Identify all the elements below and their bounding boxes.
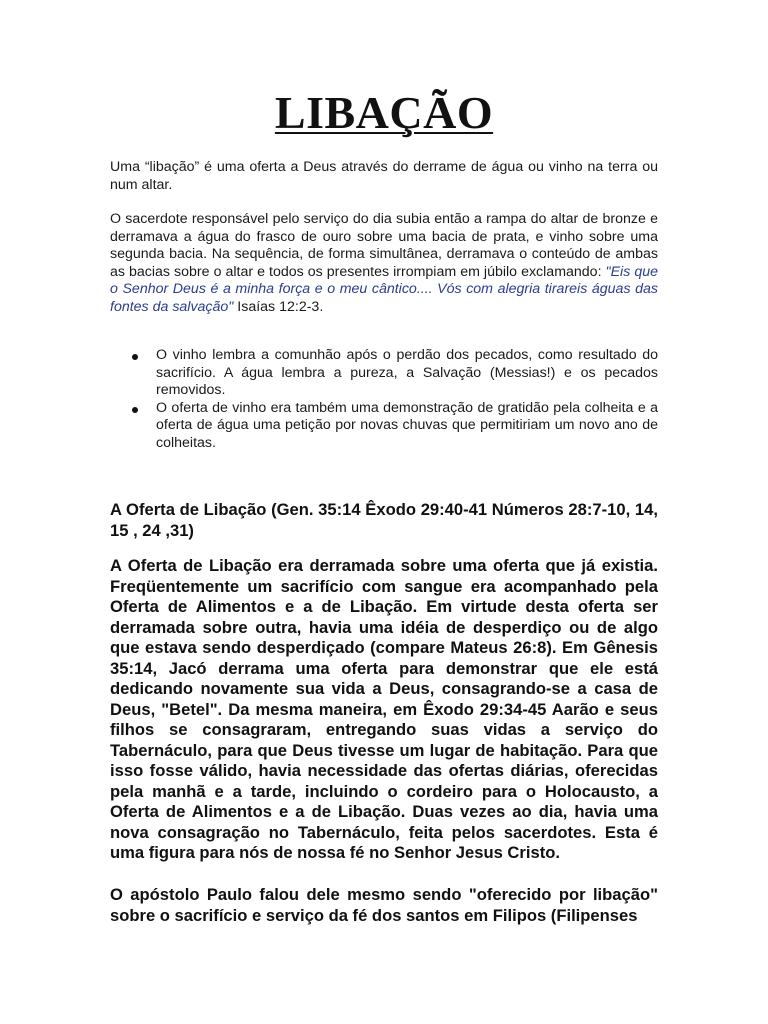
scripture-reference: Isaías 12:2-3. (233, 298, 324, 315)
bullet-list (110, 347, 658, 452)
bullet-icon (132, 407, 138, 413)
page-title-text: LIBAÇÃO (274, 87, 494, 138)
description-text: O sacerdote responsável pelo serviço do dia subia então a rampa do altar de bronze e derramava a água do frasco de ouro sobre uma bacia de prata, e vinho sobre uma segunda bacia. Na sequência, de forma simultânea, derramava o conteúdo de ambas as bacias sobre o altar e todos os presentes irrompiam em júbilo exclamando: (110, 211, 658, 280)
list-item-text: O vinho lembra a comunhão após o perdão dos pecados, como resultado do sacrifício. A água lembra a pureza, a Salvação (Messias!) e os pecados removidos. (156, 347, 658, 398)
list-item (110, 400, 658, 453)
isaiah-quote: "Eis que o Senhor Deus é a minha força e o meu cântico.... Vós com alegria tirareis águas das fontes da salvação" (110, 263, 658, 315)
closing-paragraph: O apóstolo Paulo falou dele mesmo sendo "oferecido por libação" sobre o sacrifício e serviço da fé dos santos em Filipos (Filipenses (110, 885, 658, 925)
section-heading: A Oferta de Libação (Gen. 35:14 Êxodo 29:40-41 Números 28:7-10, 14, 15 , 24 ,31) (110, 500, 658, 540)
list-item (110, 347, 658, 400)
body-paragraph: A Oferta de Libação era derramada sobre uma oferta que já existia. Freqüentemente um sacrifício com sangue era acompanhado pela Oferta de Alimentos e a de Libação. Em virtude desta oferta ser derramada sobre outra, havia uma idéia de desperdiço ou de algo que estava sendo desperdiçado (compare Mateus 26:8). Em Gênesis 35:14, Jacó derrama uma oferta para demonstrar que ele está dedicando novamente sua vida a Deus, consagrando-se a casa de Deus, "Betel". Da mesma maneira, em Êxodo 29:34-45 Aarão e seus filhos se consagraram, entregando suas vidas a serviço do Tabernáculo, para que Deus tivesse um lugar de habitação. Para que isso fosse válido, havia necessidade das ofertas diárias, oferecidas pela manhã e a tarde, incluindo o cordeiro para o Holocausto, a Oferta de Alimentos e a de Libação. Duas vezes ao dia, havia uma nova consagração no Tabernáculo, feita pelos sacerdotes. Esta é uma figura para nós de nossa fé no Senhor Jesus Cristo. (110, 556, 658, 862)
bullet-icon (132, 354, 138, 360)
description-paragraph (110, 211, 658, 316)
page-title (0, 86, 768, 140)
list-item-text: O oferta de vinho era também uma demonstração de gratidão pela colheita e a oferta de água uma petição por novas chuvas que permitiriam um novo ano de colheitas. (156, 399, 658, 451)
intro-paragraph: Uma “libação” é uma oferta a Deus através do derrame de água ou vinho na terra ou num altar. (110, 159, 658, 193)
